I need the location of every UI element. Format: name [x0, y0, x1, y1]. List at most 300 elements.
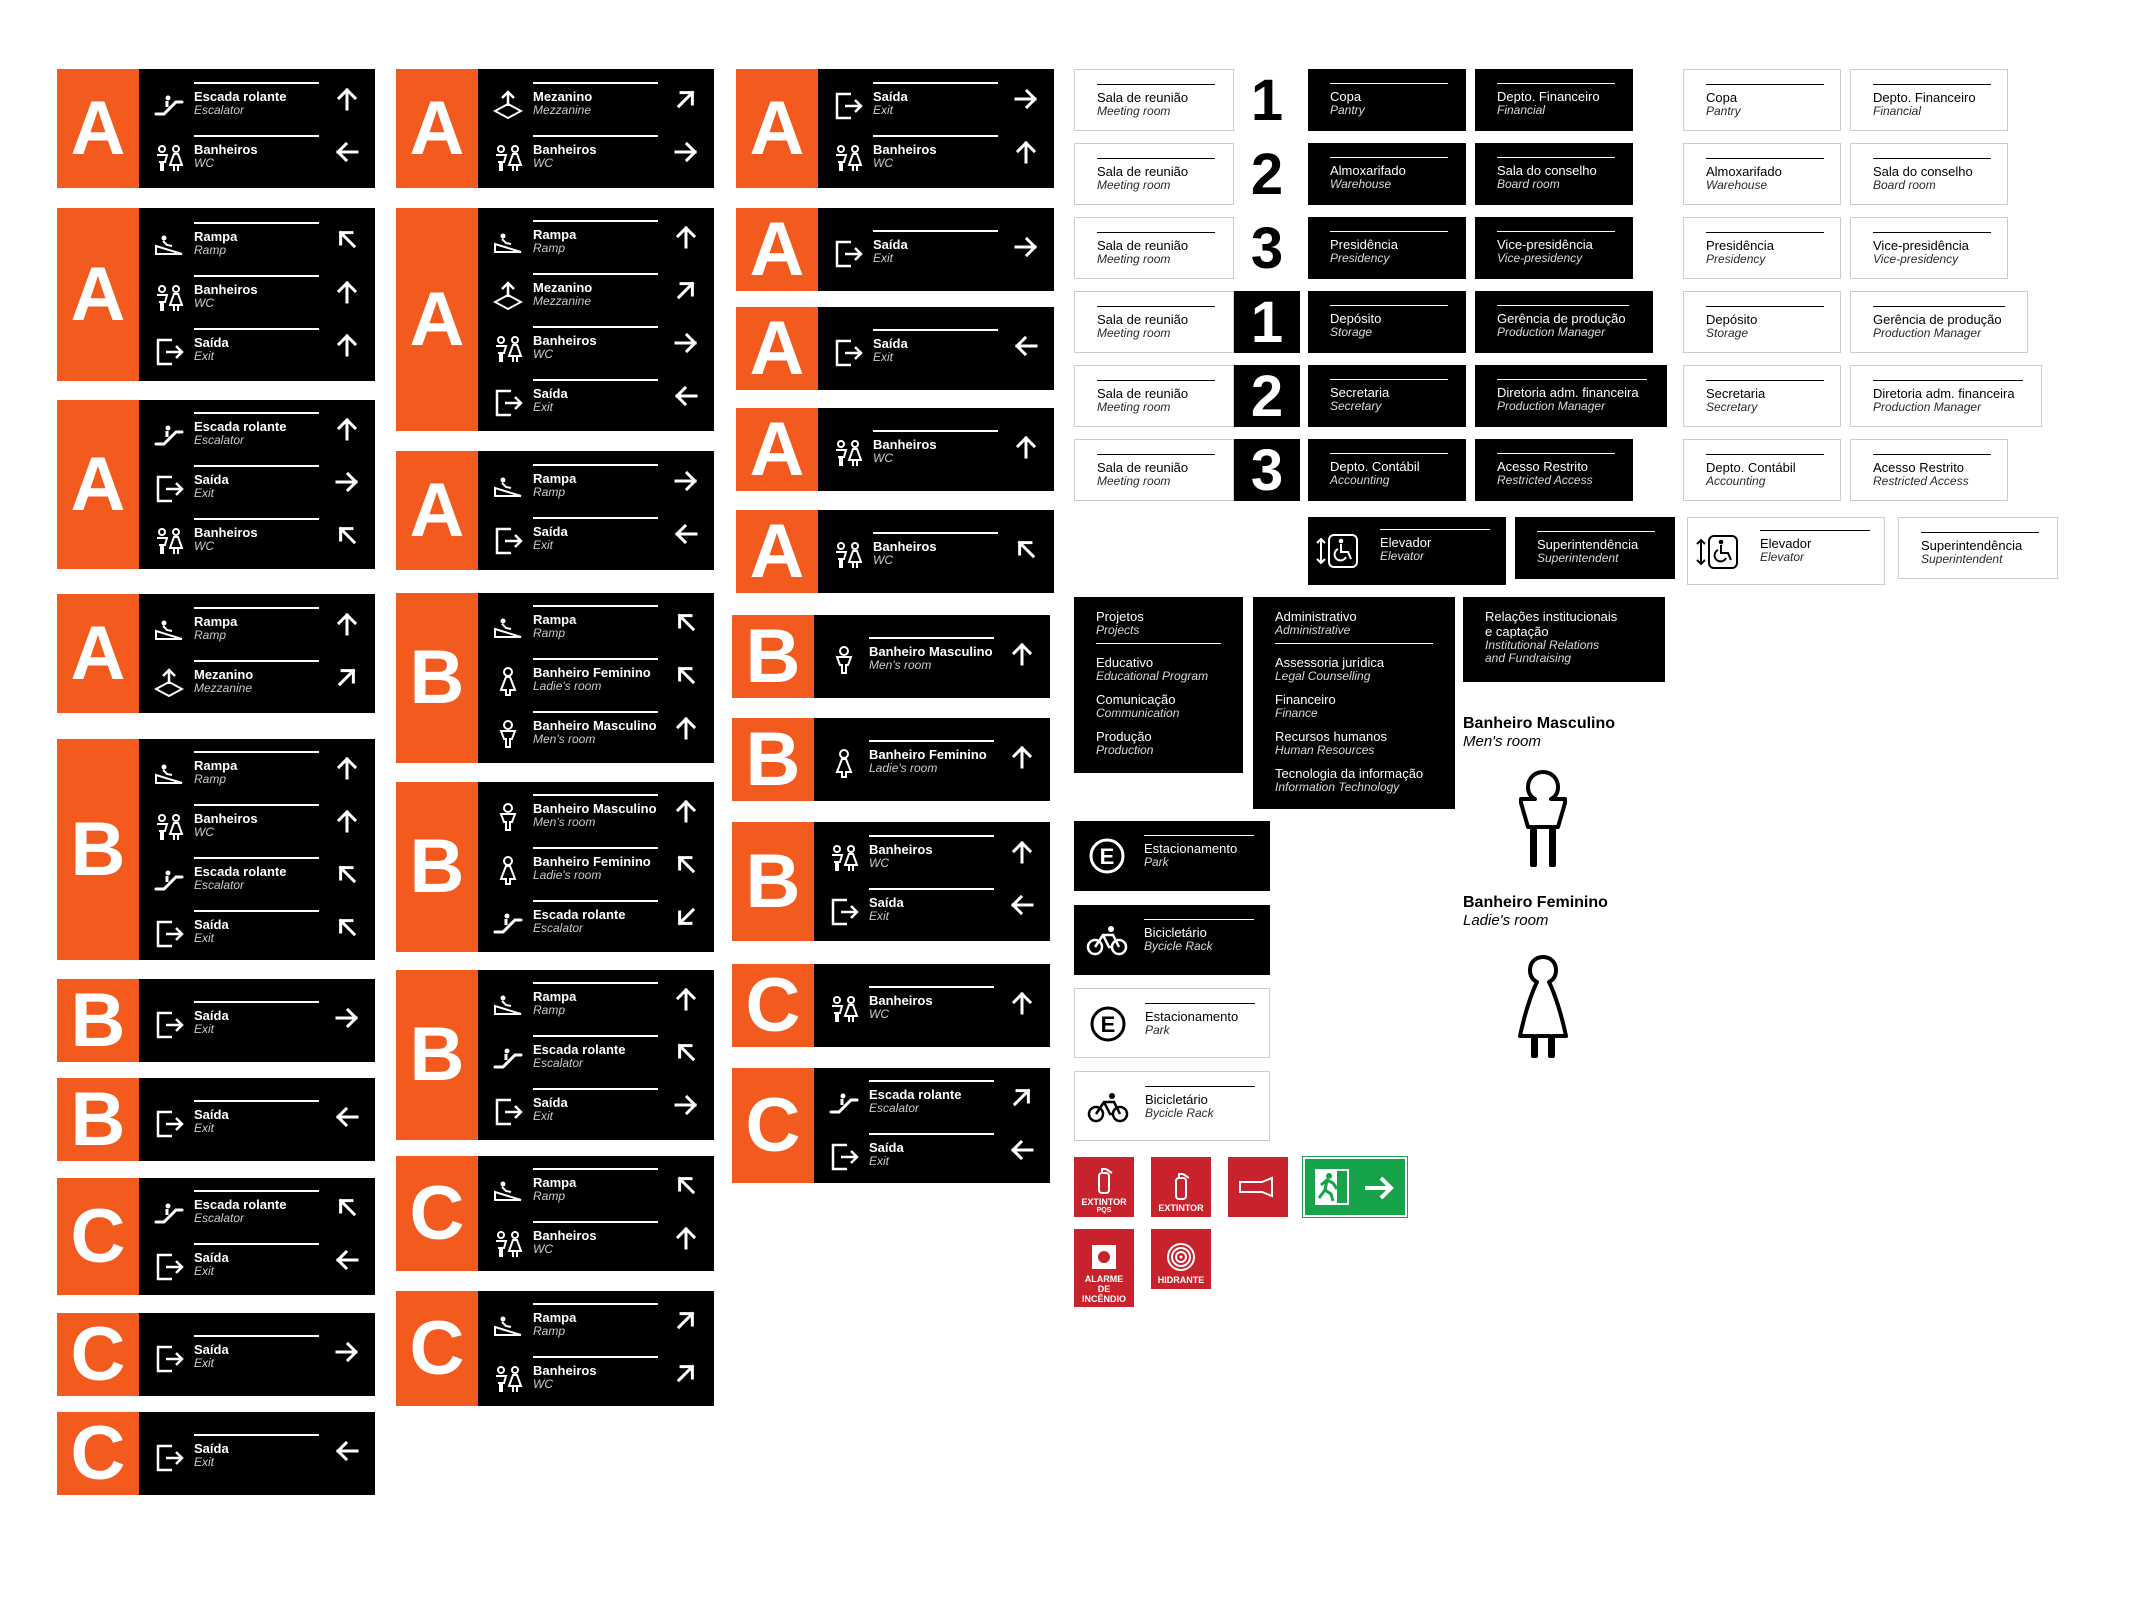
exit-icon	[154, 336, 184, 366]
label-en: Exit	[533, 400, 554, 414]
arrow-left-icon	[335, 1105, 359, 1129]
label-pt: Banheiros	[194, 811, 258, 826]
door-sign-board-room: Sala do conselho Board room	[1850, 143, 2008, 205]
wc-icon	[833, 540, 863, 570]
label-pt: Escada rolante	[194, 419, 287, 434]
door-sign-storage: Depósito Storage	[1308, 291, 1466, 353]
zone-letter	[396, 593, 478, 763]
label-pt: Saída	[194, 917, 229, 932]
sign-label	[533, 1168, 658, 1203]
label-en: WC	[194, 825, 214, 839]
meeting-room-sign: Sala de reunião Meeting room	[1074, 439, 1234, 501]
sign-label	[869, 888, 994, 923]
label-pt: Banheiros	[194, 142, 258, 157]
label-pt: Banheiro Masculino	[533, 718, 657, 733]
wc-icon	[493, 143, 523, 173]
door-sign-restricted: Acesso Restrito Restricted Access	[1475, 439, 1633, 501]
sign-row-banheiros	[154, 135, 359, 175]
arrow-right-icon	[335, 1340, 359, 1364]
arrow-right-icon	[674, 140, 698, 164]
exit-icon	[154, 1108, 184, 1138]
directional-sign-b	[732, 822, 1050, 941]
zone-letter	[396, 1156, 478, 1271]
label-en: WC	[873, 553, 893, 567]
sign-row-saida	[154, 328, 359, 368]
sign-label	[873, 532, 998, 567]
sign-label	[533, 847, 658, 882]
exit-icon	[833, 238, 863, 268]
parking-sign: E Estacionamento Park	[1074, 988, 1270, 1058]
zone-letter-text: A	[70, 610, 126, 696]
arrow-up-icon	[1010, 840, 1034, 864]
label-en: WC	[869, 856, 889, 870]
zone-letter-text: A	[70, 251, 126, 337]
sign-panel	[478, 1156, 714, 1271]
sign-row-banheiros	[493, 135, 698, 175]
ramp-icon	[154, 230, 184, 260]
door-sign-vice-presidency: Vice-presidência Vice-presidency	[1475, 217, 1633, 279]
sign-label	[869, 986, 994, 1021]
bike-rack-sign: Bicicletário Bycicle Rack	[1074, 1071, 1270, 1141]
arrow-right-icon	[1014, 235, 1038, 259]
escalator-icon	[493, 1043, 523, 1073]
label-en: Ladie's room	[533, 868, 602, 882]
directional-sign-b	[396, 782, 714, 952]
alarm-button-icon	[1091, 1244, 1117, 1270]
wc-icon	[154, 526, 184, 556]
door-sign-secretary: Secretaria Secretary	[1308, 365, 1466, 427]
label-en: Exit	[194, 1356, 215, 1370]
sign-label	[194, 275, 319, 310]
sign-label	[533, 1356, 658, 1391]
label-pt: Mezanino	[533, 89, 593, 104]
label-pt: Banheiros	[194, 525, 258, 540]
accessible-elevator-icon	[1696, 534, 1740, 570]
zone-letter-text: B	[409, 824, 465, 909]
label-pt: Rampa	[194, 229, 238, 244]
sign-label	[873, 230, 998, 265]
arrow-upleft-icon	[674, 1173, 698, 1197]
label-pt: Mezanino	[533, 280, 593, 295]
sign-label	[194, 412, 319, 447]
elevator-sign: Elevador Elevator	[1308, 517, 1506, 585]
sign-label	[533, 517, 658, 552]
sign-row-saida	[829, 1133, 1034, 1173]
restroom-men-label: Banheiro Masculino Men's room	[1463, 715, 1616, 750]
sign-row-saida	[833, 230, 1038, 270]
zone-letter	[736, 307, 818, 390]
arrow-right-icon	[674, 331, 698, 355]
sign-label	[869, 740, 994, 775]
label-pt: Banheiro Masculino	[869, 644, 993, 659]
arrow-up-icon	[1014, 140, 1038, 164]
label-en: Escalator	[194, 1211, 245, 1225]
arrow-up-icon	[335, 809, 359, 833]
label-pt: Rampa	[533, 989, 577, 1004]
arrow-upleft-icon	[335, 227, 359, 251]
label-en: Exit	[194, 1022, 215, 1036]
arrow-upleft-icon	[335, 915, 359, 939]
sign-panel	[139, 594, 375, 713]
running-man-icon	[1313, 1167, 1351, 1212]
sign-panel	[139, 400, 375, 569]
room-number: 2	[1234, 143, 1300, 205]
exit-icon	[154, 1343, 184, 1373]
ramp-icon	[493, 1176, 523, 1206]
label-pt: Saída	[194, 472, 229, 487]
sign-label	[194, 607, 319, 642]
arrow-up-icon	[335, 280, 359, 304]
sign-row-banheiros	[829, 986, 1034, 1026]
hydrant-sign: HIDRANTE	[1151, 1229, 1211, 1289]
directional-sign-b	[396, 593, 714, 763]
sign-row-rampa	[493, 464, 698, 504]
door-sign-pantry: Copa Pantry	[1683, 69, 1841, 131]
zone-letter-text: A	[409, 276, 465, 362]
zone-letter-text: C	[745, 1082, 801, 1168]
label-en: Ramp	[533, 626, 566, 640]
exit-icon	[493, 387, 523, 417]
label-en: Exit	[873, 350, 894, 364]
exit-icon	[829, 896, 859, 926]
sign-label	[873, 82, 998, 117]
sign-label	[194, 1001, 319, 1036]
accessible-elevator-icon	[1316, 533, 1360, 569]
zone-letter	[396, 208, 478, 431]
label-pt: Banheiro Feminino	[533, 665, 651, 680]
arrow-up-icon	[674, 225, 698, 249]
room-number: 1	[1234, 69, 1300, 131]
fire-extinguisher-icon	[1170, 1171, 1192, 1201]
label-en: Ramp	[533, 241, 566, 255]
male-icon	[493, 802, 523, 832]
zone-letter	[396, 69, 478, 188]
directional-sign-a	[57, 594, 375, 713]
arrow-upleft-icon	[335, 862, 359, 886]
directional-sign-c	[732, 964, 1050, 1047]
label-pt: Mezanino	[194, 667, 254, 682]
bike-rack-sign: Bicicletário Bycicle Rack	[1074, 905, 1270, 975]
elevator-sign: Elevador Elevator	[1687, 517, 1885, 585]
label-en: Exit	[873, 103, 894, 117]
zone-letter-text: B	[409, 635, 465, 720]
directional-sign-c	[57, 1412, 375, 1495]
door-sign-financial: Depto. Financeiro Financial	[1475, 69, 1633, 131]
label-pt: Saída	[869, 1140, 904, 1155]
meeting-room-sign: Sala de reunião Meeting room	[1074, 291, 1234, 353]
exit-icon	[154, 918, 184, 948]
label-en: WC	[533, 1242, 553, 1256]
door-sign-board-room: Sala do conselho Board room	[1475, 143, 1633, 205]
arrow-upright-icon	[674, 1361, 698, 1385]
arrow-up-icon	[335, 87, 359, 111]
label-en: Exit	[194, 349, 215, 363]
sign-label	[869, 1133, 994, 1168]
sign-row-banheiros	[833, 135, 1038, 175]
sign-row-rampa	[493, 982, 698, 1022]
sign-label	[533, 135, 658, 170]
sign-row-rampa	[493, 1303, 698, 1343]
mezzanine-icon	[154, 668, 184, 698]
sign-row-saida	[154, 1434, 359, 1474]
zone-letter-text: B	[745, 613, 801, 699]
sign-label	[194, 82, 319, 117]
zone-letter-text: A	[70, 441, 126, 527]
label-pt: Saída	[194, 1342, 229, 1357]
arrow-right-icon	[674, 469, 698, 493]
sign-row-saida	[493, 1088, 698, 1128]
ramp-icon	[493, 990, 523, 1020]
sign-label	[194, 910, 319, 945]
sign-label	[533, 1088, 658, 1123]
label-pt: Escada rolante	[869, 1087, 962, 1102]
sign-label	[194, 222, 319, 257]
zone-letter-text: B	[745, 838, 801, 924]
door-sign-secretary: Secretaria Secretary	[1683, 365, 1841, 427]
door-sign-financial-director: Diretoria adm. financeira Production Manager	[1475, 365, 1667, 427]
arrow-left-icon	[674, 384, 698, 408]
svg-text:E: E	[1099, 844, 1115, 869]
sign-label	[533, 711, 658, 746]
female-icon	[493, 855, 523, 885]
zone-letter	[57, 1178, 139, 1295]
sign-label	[194, 328, 319, 363]
label-en: Exit	[869, 909, 890, 923]
sign-label	[533, 658, 658, 693]
sign-row-saida	[493, 517, 698, 557]
sign-label	[194, 1100, 319, 1135]
arrow-left-icon	[674, 522, 698, 546]
zone-letter	[732, 964, 814, 1047]
label-en: Escalator	[533, 921, 584, 935]
arrow-upleft-icon	[335, 1195, 359, 1219]
sign-row-saida	[154, 465, 359, 505]
sign-row-escada	[493, 1035, 698, 1075]
ramp-icon	[493, 613, 523, 643]
directional-sign-a	[396, 208, 714, 431]
zone-letter-text: A	[749, 206, 805, 292]
label-pt: Saída	[194, 1441, 229, 1456]
label-pt: Banheiros	[533, 1363, 597, 1378]
escalator-icon	[154, 90, 184, 120]
wc-icon	[493, 1229, 523, 1259]
sign-label	[194, 804, 319, 839]
sign-label	[533, 1035, 658, 1070]
ramp-icon	[154, 759, 184, 789]
label-en: WC	[194, 296, 214, 310]
label-en: Escalator	[869, 1101, 920, 1115]
door-sign-pantry: Copa Pantry	[1308, 69, 1466, 131]
sign-row-rampa	[493, 1168, 698, 1208]
sign-row-escada	[154, 82, 359, 122]
mezzanine-icon	[493, 281, 523, 311]
door-sign-presidency: Presidência Presidency	[1308, 217, 1466, 279]
door-sign-presidency: Presidência Presidency	[1683, 217, 1841, 279]
directional-sign-a	[736, 307, 1054, 390]
sign-row-banheiros	[829, 835, 1034, 875]
sign-row-rampa	[493, 605, 698, 645]
arrow-downleft-icon	[674, 905, 698, 929]
sign-row-mezanino	[154, 660, 359, 700]
label-pt: Rampa	[533, 1175, 577, 1190]
label-pt: Banheiros	[533, 333, 597, 348]
label-en: WC	[194, 539, 214, 553]
zone-letter-text: C	[409, 1305, 465, 1391]
label-pt: Escada rolante	[194, 89, 287, 104]
arrow-left-icon	[335, 140, 359, 164]
directory-administrative: Administrativo Administrative Assessoria jurídica Legal Counselling Financeiro Finance Recursos humanos Human Resources Tecnologia da informação Information Technology	[1253, 597, 1455, 809]
label-en: WC	[533, 347, 553, 361]
exit-icon	[154, 1251, 184, 1281]
arrow-right-icon	[1363, 1173, 1397, 1208]
directional-sign-c	[732, 1068, 1050, 1183]
label-en: Ramp	[533, 1189, 566, 1203]
label-en: Exit	[194, 931, 215, 945]
sign-row-rampa	[493, 220, 698, 260]
directory-institutional: Relações institucionais e captação Institutional Relations and Fundraising	[1463, 597, 1665, 682]
parking-icon	[1089, 1005, 1127, 1048]
sign-label	[533, 605, 658, 640]
superintendency-sign: Superintendência Superintendent	[1898, 517, 2058, 579]
zone-letter	[732, 1068, 814, 1183]
extinguisher-sign: EXTINTOR	[1151, 1157, 1211, 1217]
exit-icon	[154, 1009, 184, 1039]
sign-row-bfem	[493, 847, 698, 887]
label-pt: Saída	[194, 1250, 229, 1265]
door-sign-financial-director: Diretoria adm. financeira Production Manager	[1850, 365, 2042, 427]
zone-letter	[736, 69, 818, 188]
label-en: Men's room	[869, 658, 932, 672]
arrow-up-icon	[674, 799, 698, 823]
wc-icon	[493, 334, 523, 364]
wc-icon	[833, 438, 863, 468]
bicycle-icon	[1086, 925, 1128, 962]
sign-row-escada	[154, 412, 359, 452]
arrow-upright-icon	[674, 87, 698, 111]
zone-letter	[57, 739, 139, 960]
door-sign-restricted: Acesso Restrito Restricted Access	[1850, 439, 2008, 501]
zone-letter	[57, 594, 139, 713]
label-en: Exit	[194, 486, 215, 500]
directory-projects: Projetos Projects Educativo Educational Program Comunicação Communication Produção Production	[1074, 597, 1243, 773]
exit-icon	[493, 525, 523, 555]
directional-sign-c	[396, 1291, 714, 1406]
door-sign-production-manager: Gerência de produção Production Manager	[1850, 291, 2028, 353]
zone-letter-text: A	[70, 85, 126, 171]
arrow-up-icon	[335, 756, 359, 780]
directional-sign-c	[396, 1156, 714, 1271]
arrow-up-icon	[674, 1226, 698, 1250]
sign-label	[533, 326, 658, 361]
label-pt: Banheiros	[533, 1228, 597, 1243]
zone-letter	[57, 979, 139, 1062]
escalator-icon	[154, 865, 184, 895]
male-icon	[493, 719, 523, 749]
female-pictogram-icon	[1515, 953, 1571, 1061]
sign-label	[194, 751, 319, 786]
arrow-upright-icon	[335, 665, 359, 689]
arrow-up-icon	[1014, 435, 1038, 459]
label-en: Ladie's room	[869, 761, 938, 775]
zone-letter-text: A	[749, 85, 805, 171]
sign-panel	[818, 307, 1054, 390]
sign-panel	[139, 1412, 375, 1495]
fire-alarm-sign: ALARME DE INCÊNDIO	[1074, 1229, 1134, 1307]
zone-letter-text: C	[409, 1170, 465, 1256]
label-pt: Escada rolante	[194, 1197, 287, 1212]
sign-label	[194, 660, 319, 695]
exit-icon	[833, 337, 863, 367]
label-pt: Banheiro Feminino	[533, 854, 651, 869]
wc-icon	[829, 843, 859, 873]
directional-sign-c	[57, 1178, 375, 1295]
zone-letter	[736, 408, 818, 491]
door-sign-accounting: Depto. Contábil Accounting	[1308, 439, 1466, 501]
sign-label	[533, 82, 658, 117]
sign-label	[194, 1243, 319, 1278]
sign-row-banheiros	[493, 326, 698, 366]
label-en: Escalator	[533, 1056, 584, 1070]
sign-panel	[478, 782, 714, 952]
sign-label	[194, 857, 319, 892]
label-en: WC	[873, 451, 893, 465]
sign-label	[533, 1221, 658, 1256]
label-en: Ladie's room	[533, 679, 602, 693]
label-en: Ramp	[194, 628, 227, 642]
label-pt: Saída	[533, 1095, 568, 1110]
exit-icon	[493, 1096, 523, 1126]
directional-sign-a	[736, 408, 1054, 491]
sign-panel	[818, 510, 1054, 593]
wc-icon	[154, 143, 184, 173]
sign-label	[533, 464, 658, 499]
arrow-left-icon	[335, 1248, 359, 1272]
label-pt: Saída	[873, 237, 908, 252]
label-en: Mezzanine	[533, 294, 592, 308]
directional-sign-b	[57, 739, 375, 960]
sign-panel	[814, 964, 1050, 1047]
room-number: 2	[1234, 365, 1300, 427]
hose-reel-icon	[1166, 1242, 1196, 1272]
arrow-up-icon	[1010, 642, 1034, 666]
sign-label	[533, 220, 658, 255]
escalator-icon	[493, 908, 523, 938]
female-icon	[493, 666, 523, 696]
label-pt: Saída	[869, 895, 904, 910]
label-en: Ramp	[533, 485, 566, 499]
arrow-up-icon	[674, 987, 698, 1011]
directional-sign-c	[57, 1313, 375, 1396]
directional-sign-a	[57, 69, 375, 188]
zone-letter-text: C	[70, 1311, 126, 1397]
sign-panel	[478, 69, 714, 188]
arrow-upleft-icon	[335, 523, 359, 547]
sign-label	[869, 1080, 994, 1115]
zone-letter-text: B	[70, 806, 126, 892]
label-pt: Rampa	[533, 612, 577, 627]
arrow-up-icon	[1010, 745, 1034, 769]
directional-sign-b	[732, 718, 1050, 801]
label-en: Ramp	[533, 1003, 566, 1017]
directional-sign-b	[396, 970, 714, 1140]
label-pt: Banheiros	[533, 142, 597, 157]
sign-row-escada	[829, 1080, 1034, 1120]
bicycle-icon	[1087, 1092, 1129, 1129]
arrow-left-icon	[335, 1439, 359, 1463]
zone-letter-text: A	[749, 305, 805, 391]
zone-letter	[732, 822, 814, 941]
zone-letter	[57, 1412, 139, 1495]
